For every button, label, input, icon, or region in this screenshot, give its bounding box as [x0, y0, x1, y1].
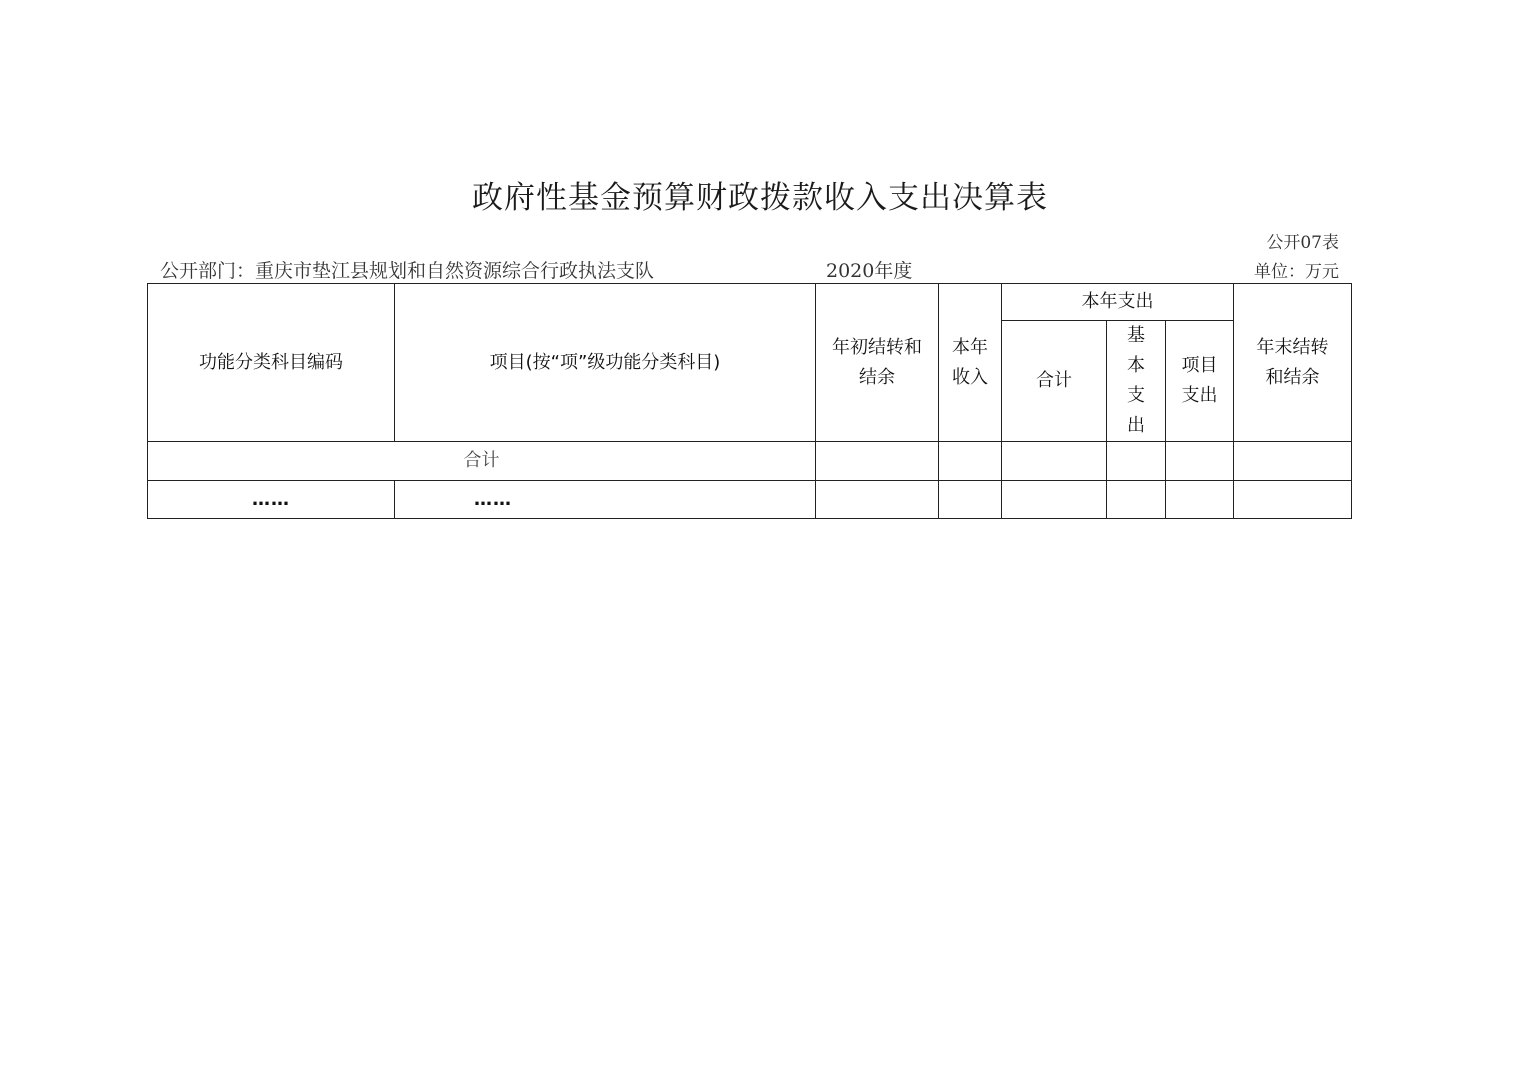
cell-expense-total	[1002, 481, 1107, 519]
cell-end-balance-total	[1234, 442, 1352, 481]
fiscal-year: 2020年度	[826, 260, 913, 282]
cell-basic-expense-total	[1107, 442, 1166, 481]
cell-income-total	[939, 442, 1002, 481]
budget-table	[147, 283, 1352, 519]
header-end-balance: 年末结转和结余	[1234, 284, 1352, 442]
cell-basic-expense	[1107, 481, 1166, 519]
cell-project-expense-total	[1166, 442, 1234, 481]
table-row-total	[148, 442, 1352, 481]
header-basic-expense: 基本支出	[1107, 321, 1166, 442]
cell-income	[939, 481, 1002, 519]
header-begin-balance: 年初结转和结余	[816, 284, 939, 442]
placeholder-code: ……	[148, 481, 395, 519]
page-title: 政府性基金预算财政拨款收入支出决算表	[472, 180, 1048, 216]
form-number: 公开07表	[1266, 233, 1339, 253]
header-row-1	[148, 284, 1352, 321]
total-label: 合计	[148, 442, 816, 481]
cell-begin-balance	[816, 481, 939, 519]
header-expense-group: 本年支出	[1002, 284, 1234, 321]
table-row	[148, 481, 1352, 519]
header-code: 功能分类科目编码	[148, 284, 395, 442]
cell-end-balance	[1234, 481, 1352, 519]
header-item: 项目(按“项”级功能分类科目)	[395, 284, 816, 442]
cell-expense-total	[1002, 442, 1107, 481]
department-label: 公开部门：重庆市垫江县规划和自然资源综合行政执法支队	[160, 260, 655, 282]
placeholder-item: ……	[395, 481, 816, 519]
header-expense-total: 合计	[1002, 321, 1107, 442]
header-income: 本年收入	[939, 284, 1002, 442]
cell-project-expense	[1166, 481, 1234, 519]
header-project-expense: 项目支出	[1166, 321, 1234, 442]
unit-label: 单位：万元	[1254, 262, 1339, 282]
cell-begin-balance-total	[816, 442, 939, 481]
